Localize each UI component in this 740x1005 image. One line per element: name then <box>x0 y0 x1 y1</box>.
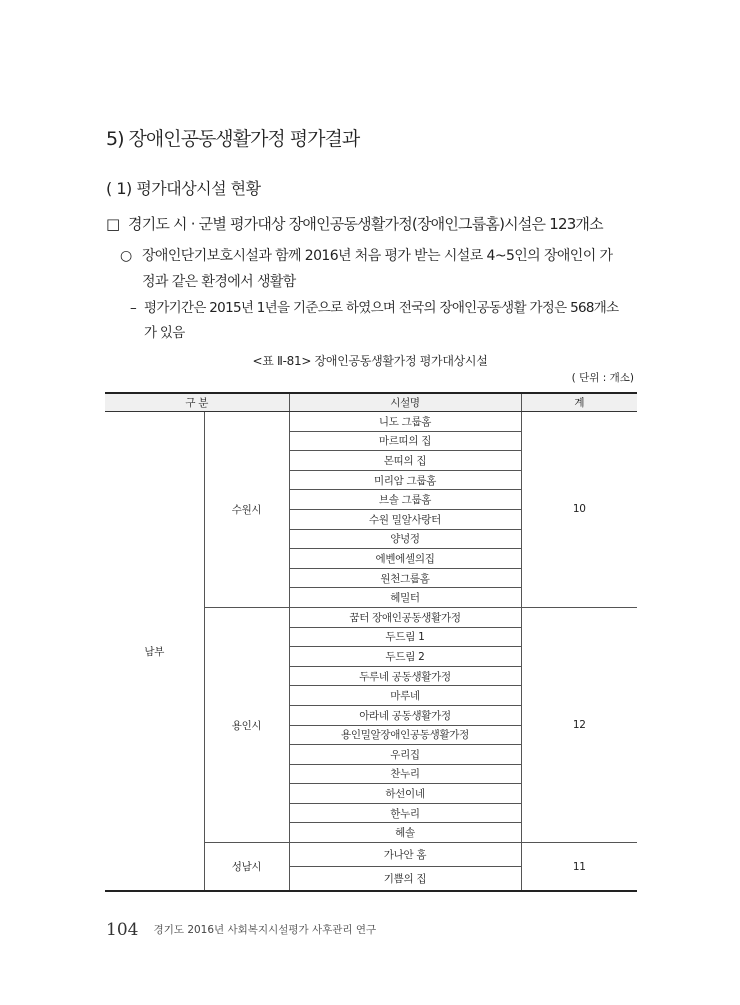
page-footer <box>106 920 376 940</box>
facility-name-cell: 양녕정 <box>289 529 521 549</box>
facility-name-cell: 마루네 <box>289 686 521 706</box>
table-unit: ( 단위 : 개소) <box>571 372 634 384</box>
facility-name-cell: 용인밀알장애인공동생활가정 <box>289 725 521 745</box>
facility-table-body <box>105 393 637 891</box>
header-count: 계 <box>521 393 637 412</box>
facility-name-cell: 하선이네 <box>289 784 521 804</box>
page-number: 104 <box>106 920 139 940</box>
city-cell: 용인시 <box>204 607 289 842</box>
circle-bullet-line2: 정과 같은 환경에서 생활함 <box>142 274 296 290</box>
square-bullet-marker: □ <box>106 215 120 233</box>
facility-name-cell: 헤밀터 <box>289 588 521 608</box>
facility-name-cell: 우리집 <box>289 745 521 765</box>
facility-name-cell: 원천그룹홈 <box>289 568 521 588</box>
header-division: 구 분 <box>105 393 289 412</box>
table-caption: <표 Ⅱ-81> 장애인공동생활가정 평가대상시설 <box>252 354 488 368</box>
section-title: 5) 장애인공동생활가정 평가결과 <box>106 128 360 150</box>
square-bullet-item <box>106 213 603 234</box>
facility-name-cell: 몬띠의 집 <box>289 451 521 471</box>
facility-name-cell: 에벤에셀의집 <box>289 549 521 569</box>
facility-name-cell: 미리암 그룹홈 <box>289 470 521 490</box>
facility-table <box>105 392 637 892</box>
subsection-title: ( 1) 평가대상시설 현황 <box>106 179 261 198</box>
facility-name-cell: 꿈터 장애인공동생활가정 <box>289 607 521 627</box>
dash-bullet-line1: 평가기간은 2015년 1년을 기준으로 하였으며 전국의 장애인공동생활 가정은 568개소 <box>144 300 619 316</box>
facility-name-cell: 한누리 <box>289 803 521 823</box>
facility-name-cell: 마르띠의 집 <box>289 431 521 451</box>
dash-bullet-marker: – <box>130 300 137 316</box>
facility-name-cell: 찬누리 <box>289 764 521 784</box>
city-cell: 수원시 <box>204 412 289 608</box>
dash-bullet-item <box>130 296 618 316</box>
circle-bullet-marker: ○ <box>120 248 132 264</box>
square-bullet-text: 경기도 시 · 군별 평가대상 장애인공동생활가정(장애인그룹홈)시설은 123개소 <box>128 215 603 233</box>
facility-name-cell: 기쁨의 집 <box>289 867 521 892</box>
facility-name-cell: 가나안 홈 <box>289 843 521 867</box>
facility-name-cell: 아라네 공동생활가정 <box>289 705 521 725</box>
facility-name-cell: 헤솔 <box>289 823 521 843</box>
facility-name-cell: 두드림 2 <box>289 647 521 667</box>
facility-name-cell: 니도 그룹홈 <box>289 412 521 432</box>
city-cell: 성남시 <box>204 843 289 892</box>
table-header-row <box>105 393 637 412</box>
count-cell: 10 <box>521 412 637 608</box>
count-cell: 11 <box>521 843 637 892</box>
circle-bullet-item <box>120 245 612 265</box>
facility-name-cell: 두루네 공동생활가정 <box>289 666 521 686</box>
circle-bullet-line1: 장애인단기보호시설과 함께 2016년 처음 평가 받는 시설로 4~5인의 장애인이 가 <box>142 248 613 264</box>
count-cell: 12 <box>521 607 637 842</box>
facility-name-cell: 수원 밀알사랑터 <box>289 509 521 529</box>
header-facility: 시설명 <box>289 393 521 412</box>
facility-name-cell: 두드림 1 <box>289 627 521 647</box>
region-cell: 남부 <box>105 412 204 892</box>
dash-bullet-line2: 가 있음 <box>144 325 185 341</box>
table-row <box>105 412 637 432</box>
footer-title: 경기도 2016년 사회복지시설평가 사후관리 연구 <box>153 924 377 936</box>
facility-name-cell: 브솔 그룹홈 <box>289 490 521 510</box>
